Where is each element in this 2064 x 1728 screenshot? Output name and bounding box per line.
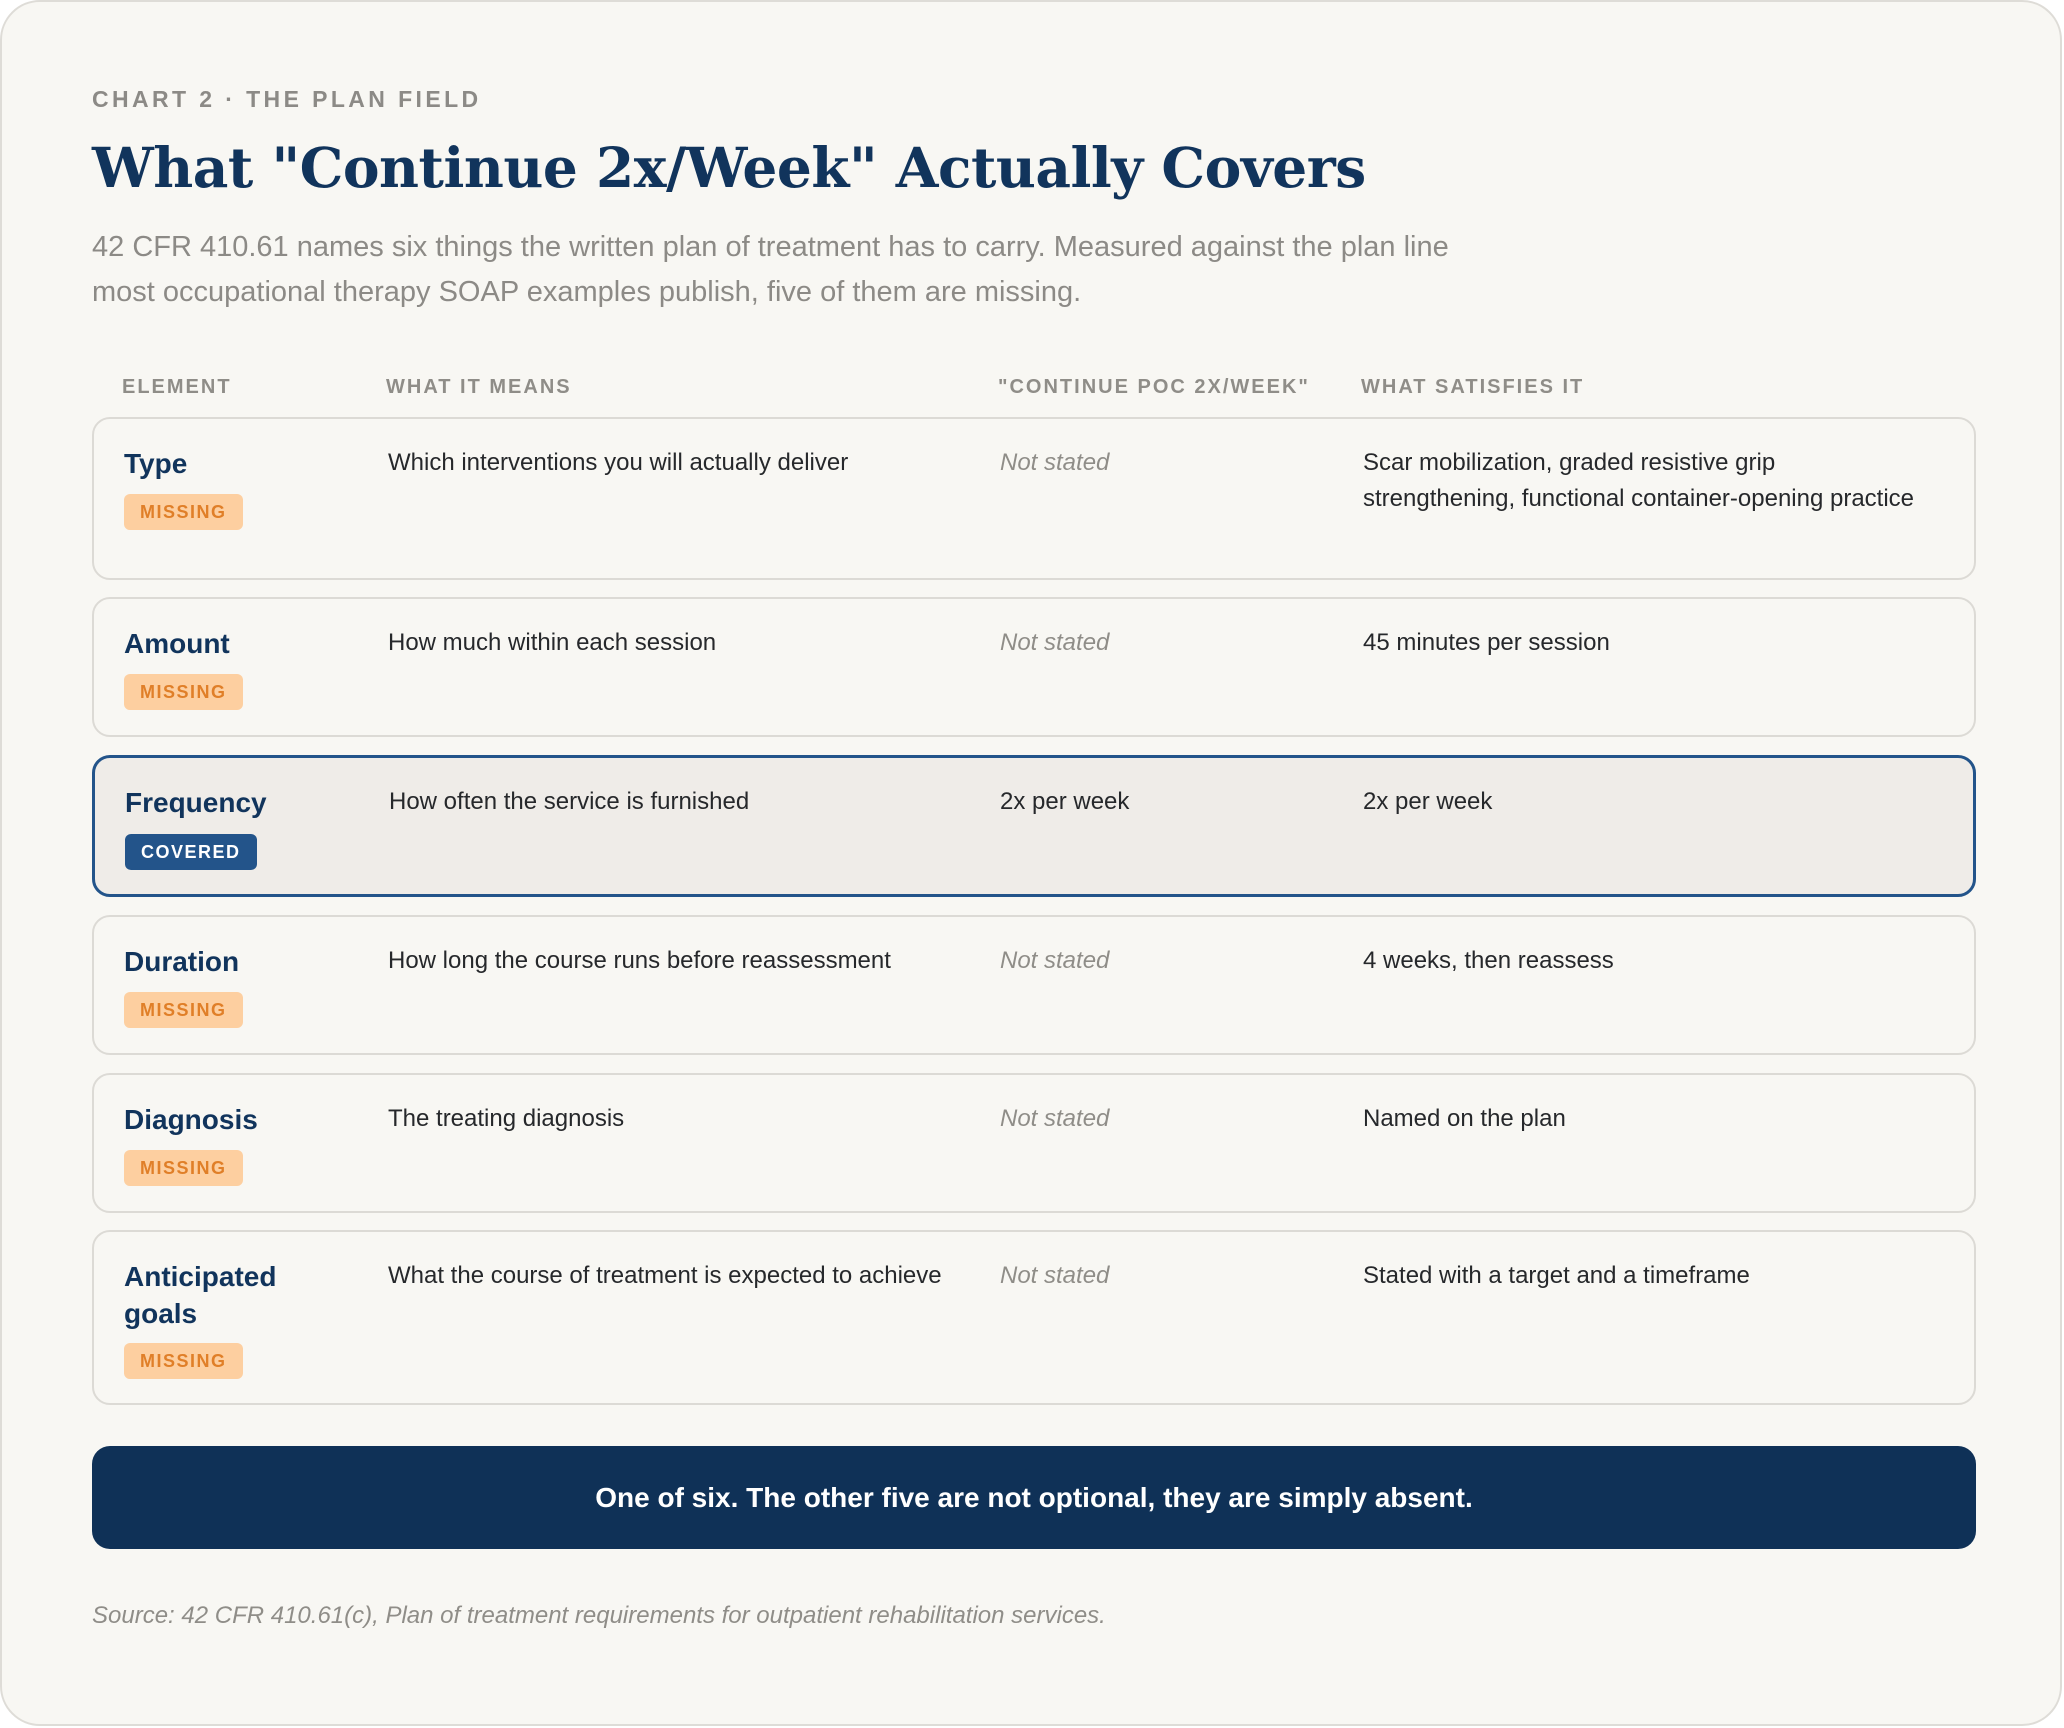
status-badge: COVERED bbox=[125, 834, 257, 870]
table-row bbox=[92, 1230, 1976, 1405]
satisfying-value: 45 minutes per session bbox=[1363, 629, 1610, 656]
poc-value: 2x per week bbox=[1000, 788, 1130, 815]
poc-value: Not stated bbox=[1000, 629, 1110, 656]
satisfying-value: Stated with a target and a timeframe bbox=[1363, 1262, 1750, 1289]
element-name: Frequency bbox=[125, 787, 267, 818]
poc-value: Not stated bbox=[1000, 449, 1110, 476]
satisfying-value: 4 weeks, then reassess bbox=[1363, 947, 1614, 974]
table-row bbox=[92, 1073, 1976, 1213]
table-row bbox=[92, 915, 1976, 1055]
element-name: Amount bbox=[124, 628, 230, 659]
poc-value: Not stated bbox=[1000, 947, 1110, 974]
status-badge: MISSING bbox=[124, 674, 243, 710]
element-meaning: How much within each session bbox=[388, 629, 717, 656]
source-note: Source: 42 CFR 410.61(c), Plan of treatment requirements for outpatient rehabilitation services. bbox=[92, 1602, 1106, 1629]
table-row bbox=[92, 597, 1976, 737]
element-name: Duration bbox=[124, 946, 240, 977]
page-subtitle: 42 CFR 410.61 names six things the written plan of treatment has to carry. Measured against the plan line most occupational therapy SOAP examples publish, five of them are missing. bbox=[92, 231, 1449, 308]
element-meaning: The treating diagnosis bbox=[388, 1105, 625, 1132]
element-meaning: How long the course runs before reassessment bbox=[388, 947, 891, 974]
poc-value: Not stated bbox=[1000, 1262, 1110, 1289]
element-meaning: How often the service is furnished bbox=[389, 788, 750, 815]
element-name: Anticipated goals bbox=[124, 1261, 277, 1329]
element-name: Type bbox=[124, 448, 188, 479]
column-header-means: WHAT IT MEANS bbox=[386, 376, 572, 398]
page-title: What "Continue 2x/Week" Actually Covers bbox=[92, 135, 1366, 200]
table-row-highlighted bbox=[92, 755, 1976, 897]
column-header-poc: "CONTINUE POC 2X/WEEK" bbox=[998, 376, 1310, 398]
column-header-satisfies: WHAT SATISFIES IT bbox=[1361, 376, 1585, 398]
summary-callout: One of six. The other five are not optional, they are simply absent. bbox=[92, 1446, 1976, 1549]
satisfying-value: Named on the plan bbox=[1363, 1105, 1566, 1132]
satisfying-value: Scar mobilization, graded resistive grip strengthening, functional container-opening practice bbox=[1363, 449, 1915, 512]
chart-kicker: CHART 2 · THE PLAN FIELD bbox=[92, 86, 482, 112]
column-header-element: ELEMENT bbox=[122, 376, 232, 398]
poc-value: Not stated bbox=[1000, 1105, 1110, 1132]
element-meaning: What the course of treatment is expected to achieve bbox=[388, 1262, 942, 1289]
element-name: Diagnosis bbox=[124, 1104, 258, 1135]
table-row bbox=[92, 417, 1976, 580]
status-badge: MISSING bbox=[124, 1343, 243, 1379]
status-badge: MISSING bbox=[124, 494, 243, 530]
element-meaning: Which interventions you will actually deliver bbox=[388, 449, 849, 476]
status-badge: MISSING bbox=[124, 992, 243, 1028]
satisfying-value: 2x per week bbox=[1363, 788, 1493, 815]
status-badge: MISSING bbox=[124, 1150, 243, 1186]
